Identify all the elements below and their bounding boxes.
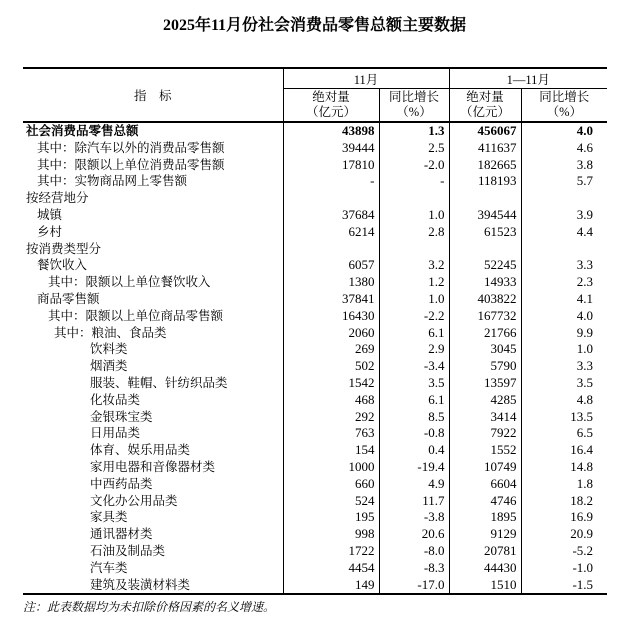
cell-value: - — [283, 173, 379, 190]
cell-value — [379, 241, 449, 258]
cell-value: 502 — [283, 358, 379, 375]
row-label: 其中：粮油、食品类 — [54, 325, 167, 340]
row-label: 日用品类 — [90, 426, 141, 441]
row-label: 其中：限额以上单位消费品零售额 — [37, 157, 225, 172]
cell-value: 403822 — [449, 291, 521, 308]
header-line: 同比增长 — [389, 90, 440, 104]
table-row — [23, 425, 607, 442]
cell-value: 167732 — [449, 308, 521, 325]
row-label: 烟酒类 — [90, 359, 128, 374]
cell-value: -17.0 — [379, 577, 449, 595]
table-row — [23, 577, 607, 595]
table-row — [23, 173, 607, 190]
cell-value: 2.5 — [379, 140, 449, 157]
row-label: 按经营地分 — [26, 191, 89, 206]
column-header-cum-absolute — [449, 89, 521, 123]
row-label: 城镇 — [37, 207, 63, 222]
cell-value: 3.9 — [521, 207, 607, 224]
table-row — [23, 274, 607, 291]
row-label: 体育、娱乐用品类 — [90, 443, 191, 458]
cell-value: 4746 — [449, 493, 521, 510]
cell-value: 20.6 — [379, 526, 449, 543]
cell-value: -2.2 — [379, 308, 449, 325]
table-row — [23, 493, 607, 510]
cell-value: 0.4 — [379, 442, 449, 459]
cell-value — [283, 241, 379, 258]
cell-value: 4.0 — [521, 122, 607, 140]
cell-value: 6214 — [283, 224, 379, 241]
cell-value: 763 — [283, 425, 379, 442]
cell-value: 1.0 — [521, 341, 607, 358]
cell-value: 13597 — [449, 375, 521, 392]
column-group-november: 11月 — [283, 68, 449, 89]
cell-value: 6.1 — [379, 325, 449, 342]
table-body — [23, 122, 607, 594]
retail-sales-table — [23, 67, 607, 595]
table-row — [23, 409, 607, 426]
row-label: 饮料类 — [90, 342, 128, 357]
header-line: （亿元） — [305, 105, 356, 119]
cell-value: -1.0 — [521, 560, 607, 577]
table-row — [23, 341, 607, 358]
column-group-jan-to-nov: 1—11月 — [449, 68, 607, 89]
cell-value: 2.3 — [521, 274, 607, 291]
row-label: 其中：限额以上单位餐饮收入 — [48, 275, 211, 290]
row-label: 家用电器和音像器材类 — [90, 459, 216, 474]
table-row — [23, 241, 607, 258]
cell-value: 5790 — [449, 358, 521, 375]
cell-value: 9.9 — [521, 325, 607, 342]
page-title: 2025年11月份社会消费品零售总额主要数据 — [162, 17, 467, 34]
cell-value: 3.3 — [521, 358, 607, 375]
table-row — [23, 224, 607, 241]
cell-value: 1895 — [449, 509, 521, 526]
cell-value: 1.0 — [379, 291, 449, 308]
cell-value: 3.3 — [521, 257, 607, 274]
cell-value: 1000 — [283, 459, 379, 476]
cell-value: 998 — [283, 526, 379, 543]
cell-value: 154 — [283, 442, 379, 459]
cell-value: 1380 — [283, 274, 379, 291]
row-label: 化妆品类 — [90, 392, 141, 407]
header-line: （亿元） — [460, 105, 511, 119]
cell-value: 14.8 — [521, 459, 607, 476]
cell-value: 6057 — [283, 257, 379, 274]
header-line: 绝对量 — [466, 90, 504, 104]
cell-value: 4.4 — [521, 224, 607, 241]
cell-value: 43898 — [283, 122, 379, 140]
table-row — [23, 207, 607, 224]
column-header-nov-growth — [379, 89, 449, 123]
cell-value: 1.8 — [521, 476, 607, 493]
cell-value: -8.3 — [379, 560, 449, 577]
table-row — [23, 375, 607, 392]
row-label: 按消费类型分 — [26, 241, 102, 256]
cell-value: 1542 — [283, 375, 379, 392]
table-row — [23, 459, 607, 476]
cell-value: -19.4 — [379, 459, 449, 476]
cell-value: 660 — [283, 476, 379, 493]
table-row — [23, 257, 607, 274]
row-label: 建筑及装潢材料类 — [90, 577, 191, 592]
column-header-indicator: 指 标 — [23, 68, 283, 122]
cell-value: 37684 — [283, 207, 379, 224]
cell-value: 16.9 — [521, 509, 607, 526]
cell-value: -8.0 — [379, 543, 449, 560]
cell-value: 292 — [283, 409, 379, 426]
cell-value: 1.2 — [379, 274, 449, 291]
header-group-row — [23, 68, 607, 89]
cell-value — [449, 190, 521, 207]
row-label: 家具类 — [90, 510, 128, 525]
cell-value: 1510 — [449, 577, 521, 595]
cell-value: 3.2 — [379, 257, 449, 274]
row-label: 其中：限额以上单位商品零售额 — [48, 308, 224, 323]
cell-value: 18.2 — [521, 493, 607, 510]
cell-value: 16430 — [283, 308, 379, 325]
table-row — [23, 476, 607, 493]
table-row — [23, 358, 607, 375]
cell-value: 44430 — [449, 560, 521, 577]
row-label: 其中：实物商品网上零售额 — [37, 174, 188, 189]
cell-value: 411637 — [449, 140, 521, 157]
cell-value — [283, 190, 379, 207]
header-line: 绝对量 — [312, 90, 350, 104]
cell-value: 456067 — [449, 122, 521, 140]
row-label: 其中：除汽车以外的消费品零售额 — [37, 140, 225, 155]
header-line: 同比增长 — [539, 90, 590, 104]
cell-value: 61523 — [449, 224, 521, 241]
header-line: （%） — [396, 105, 432, 119]
cell-value: 182665 — [449, 157, 521, 174]
cell-value: 16.4 — [521, 442, 607, 459]
cell-value: 8.5 — [379, 409, 449, 426]
cell-value: 4.9 — [379, 476, 449, 493]
cell-value: 20781 — [449, 543, 521, 560]
cell-value: 4.0 — [521, 308, 607, 325]
cell-value: 524 — [283, 493, 379, 510]
cell-value: 1.3 — [379, 122, 449, 140]
cell-value: 9129 — [449, 526, 521, 543]
cell-value — [379, 190, 449, 207]
cell-value: 2.9 — [379, 341, 449, 358]
cell-value: 17810 — [283, 157, 379, 174]
cell-value: -0.8 — [379, 425, 449, 442]
table-row — [23, 509, 607, 526]
cell-value: 2060 — [283, 325, 379, 342]
table-row — [23, 442, 607, 459]
cell-value: 13.5 — [521, 409, 607, 426]
table-row — [23, 543, 607, 560]
cell-value: -3.4 — [379, 358, 449, 375]
cell-value: 195 — [283, 509, 379, 526]
row-label: 社会消费品零售总额 — [26, 124, 139, 138]
table-row — [23, 157, 607, 174]
cell-value: 6.1 — [379, 392, 449, 409]
table-row — [23, 325, 607, 342]
cell-value: 21766 — [449, 325, 521, 342]
table-row — [23, 291, 607, 308]
row-label: 文化办公用品类 — [90, 493, 178, 508]
column-header-nov-absolute — [283, 89, 379, 123]
row-label: 金银珠宝类 — [90, 409, 153, 424]
table-row — [23, 392, 607, 409]
cell-value: 4.6 — [521, 140, 607, 157]
cell-value: 149 — [283, 577, 379, 595]
cell-value: 118193 — [449, 173, 521, 190]
cell-value: 10749 — [449, 459, 521, 476]
cell-value: 2.8 — [379, 224, 449, 241]
cell-value: 52245 — [449, 257, 521, 274]
cell-value: 37841 — [283, 291, 379, 308]
cell-value: -2.0 — [379, 157, 449, 174]
cell-value: 4.8 — [521, 392, 607, 409]
cell-value: 3.5 — [521, 375, 607, 392]
cell-value: 3.8 — [521, 157, 607, 174]
cell-value: 3045 — [449, 341, 521, 358]
footnote: 注：此表数据均为未扣除价格因素的名义增速。 — [23, 600, 276, 615]
row-label: 通讯器材类 — [90, 527, 153, 542]
cell-value: 39444 — [283, 140, 379, 157]
row-label: 商品零售额 — [37, 291, 100, 306]
cell-value: 269 — [283, 341, 379, 358]
cell-value: 1722 — [283, 543, 379, 560]
cell-value: 6.5 — [521, 425, 607, 442]
row-label: 石油及制品类 — [90, 543, 166, 558]
row-label: 乡村 — [37, 224, 63, 239]
cell-value: -5.2 — [521, 543, 607, 560]
cell-value: 394544 — [449, 207, 521, 224]
cell-value: 4.1 — [521, 291, 607, 308]
cell-value — [449, 241, 521, 258]
table-row — [23, 190, 607, 207]
cell-value: -3.8 — [379, 509, 449, 526]
cell-value: -1.5 — [521, 577, 607, 595]
cell-value: 11.7 — [379, 493, 449, 510]
cell-value: 1552 — [449, 442, 521, 459]
table-row — [23, 526, 607, 543]
cell-value: 468 — [283, 392, 379, 409]
cell-value: 6604 — [449, 476, 521, 493]
cell-value: 3.5 — [379, 375, 449, 392]
header-line: （%） — [546, 105, 582, 119]
cell-value: 20.9 — [521, 526, 607, 543]
table-row — [23, 122, 607, 140]
cell-value: 4285 — [449, 392, 521, 409]
column-header-cum-growth — [521, 89, 607, 123]
table-header — [23, 68, 607, 122]
cell-value: 1.0 — [379, 207, 449, 224]
cell-value — [521, 190, 607, 207]
cell-value: 5.7 — [521, 173, 607, 190]
row-label: 服装、鞋帽、针纺织品类 — [90, 375, 228, 390]
cell-value: 7922 — [449, 425, 521, 442]
table-row — [23, 308, 607, 325]
row-label: 餐饮收入 — [37, 258, 88, 273]
cell-value: - — [379, 173, 449, 190]
row-label: 汽车类 — [90, 560, 128, 575]
row-label: 中西药品类 — [90, 476, 153, 491]
cell-value: 4454 — [283, 560, 379, 577]
cell-value: 14933 — [449, 274, 521, 291]
table-row — [23, 560, 607, 577]
table-row — [23, 140, 607, 157]
cell-value: 3414 — [449, 409, 521, 426]
cell-value — [521, 241, 607, 258]
